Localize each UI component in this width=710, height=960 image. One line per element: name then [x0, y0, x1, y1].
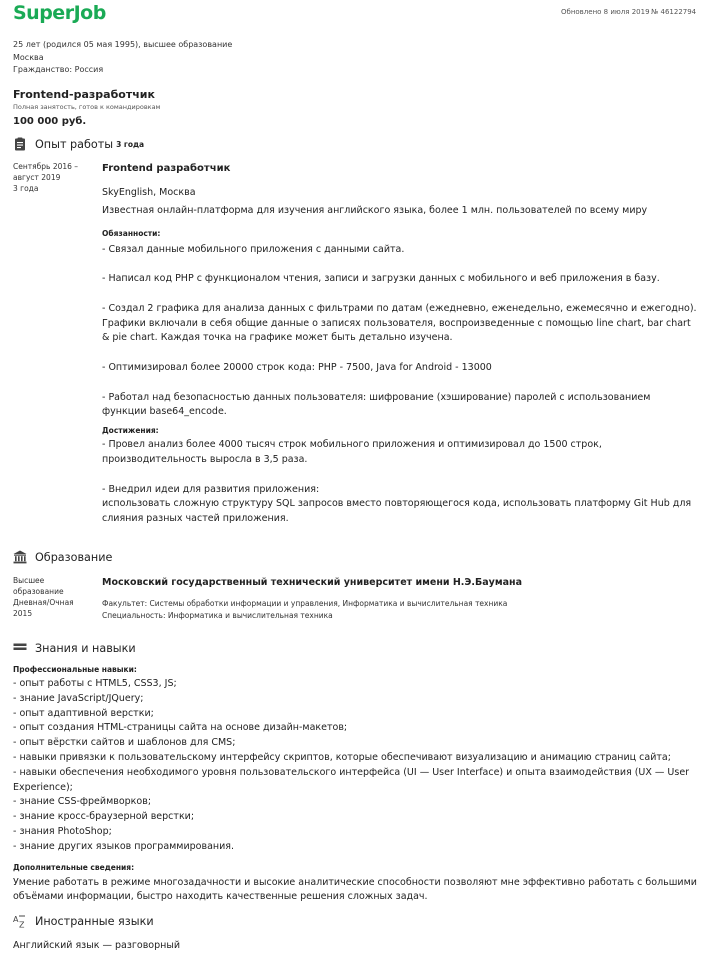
city: Москва: [13, 52, 44, 62]
list-icon: [13, 641, 27, 655]
superjob-logo[interactable]: SuperJob: [13, 2, 106, 24]
skill-item: - знание CSS-фреймворков;: [13, 796, 152, 808]
job-period: Сентябрь 2016 – август 2019: [13, 162, 79, 182]
achievement-item: - Провел анализ более 4000 тысяч строк мобильного приложения и оптимизировал до 1500 строк, производительность выросла в 3,5 раза.: [102, 439, 602, 465]
age-education: 25 лет (родился 05 мая 1995), высшее образование: [13, 40, 233, 49]
language-item: Английский язык — разговорный: [13, 940, 181, 951]
experience-title: Опыт работы: [35, 137, 114, 151]
svg-text:A: A: [13, 915, 19, 924]
achievements-label: Достижения:: [102, 426, 159, 436]
languages-title: Иностранные языки: [35, 914, 154, 928]
duty-item: - Написал код PHP с функционалом чтения, записи и загрузки данных с мобильного и веб приложения в базу.: [102, 273, 660, 285]
job-title: Frontend разработчик: [102, 163, 231, 174]
extra-info-text: Умение работать в режиме многозадачности и высокие аналитические способности позволяют мне эффективно работать с большими объёмами информации, быстро находить качественные решения сложных задач.: [13, 876, 697, 903]
duty-item: - Связал данные мобильного приложения с данными сайта.: [102, 243, 405, 255]
personal-info: [13, 39, 232, 77]
education-section-header: [13, 550, 112, 564]
clipboard-icon: [13, 137, 27, 151]
pro-skills-label: Профессиональные навыки:: [13, 665, 137, 674]
svg-text:Z: Z: [19, 920, 25, 928]
duties-list: [102, 243, 697, 421]
duty-item: - Оптимизировал более 20000 строк кода: PHP - 7500, Java for Android - 13000: [102, 361, 492, 373]
education-meta: [13, 575, 75, 619]
salary: 100 000 руб.: [13, 116, 87, 127]
skill-item: - опыт вёрстки сайтов и шаблонов для CMS;: [13, 737, 236, 749]
company-name: SkyEnglish, Москва: [102, 187, 196, 198]
skills-list: [13, 677, 703, 855]
skills-content: [13, 665, 703, 905]
skill-item: - знания PhotoShop;: [13, 825, 112, 837]
achievement-item: - Внедрил идеи для развития приложения:: [102, 483, 320, 495]
education-form: Дневная/Очная: [13, 598, 74, 607]
faculty: Факультет: Системы обработки информации и управления, Информатика и вычислительная техника: [102, 599, 508, 608]
languages-section-header: [13, 914, 154, 928]
employment-type: Полная занятость, готов к командировкам: [13, 103, 161, 111]
citizenship: Гражданство: Россия: [13, 65, 104, 74]
duty-item: - Работал над безопасностью данных пользователя: шифрование (хэширование) паролей с использованием функции base64_encode.: [102, 391, 651, 418]
skill-item: - опыт работы с HTML5, CSS3, JS;: [13, 678, 177, 689]
skill-item: - знание кросс-браузерной верстки;: [13, 811, 195, 823]
specialty: Специальность: Информатика и вычислительная техника: [102, 611, 333, 620]
university-name: Московский государственный технический университет имени Н.Э.Баумана: [102, 577, 522, 588]
education-level: Высшее образование: [13, 576, 64, 596]
job-details: [102, 163, 697, 527]
university-icon: [13, 550, 27, 564]
skills-title: Знания и навыки: [35, 641, 136, 655]
company-description: Известная онлайн-платформа для изучения английского языка, более 1 млн. пользователей по всему миру: [102, 204, 648, 216]
updated-date: Обновлено 8 июля 2019: [561, 8, 650, 16]
achievement-item: использовать сложную структуру SQL запросов вместо повторяющегося кода, использовать платформу Git Hub для слияния разных частей приложения.: [102, 498, 692, 525]
resume-number: № 46122794: [651, 8, 697, 16]
education-year: 2015: [13, 609, 33, 618]
skill-item: - знание других языков программирования.: [13, 840, 235, 852]
duties-label: Обязанности:: [102, 228, 161, 238]
education-title: Образование: [35, 550, 113, 564]
extra-info-label: Дополнительные сведения:: [13, 862, 135, 872]
skill-item: - опыт создания HTML-страницы сайта на основе дизайн-макетов;: [13, 722, 348, 734]
experience-total: 3 года: [116, 139, 145, 149]
job-period-block: [13, 161, 88, 194]
job-duration: 3 года: [13, 184, 39, 193]
position-title: Frontend-разработчик: [13, 88, 155, 101]
skill-item: - знание JavaScript/JQuery;: [13, 692, 144, 704]
skill-item: - навыки обеспечения необходимого уровня пользовательского интерфейса (UI — User Interface) и опыта взаимодействия (UX — User Experience);: [13, 766, 690, 793]
skills-section-header: [13, 641, 136, 655]
skill-item: - опыт адаптивной верстки;: [13, 707, 154, 719]
education-details: [102, 577, 697, 622]
experience-section-header: [13, 137, 144, 151]
achievements-list: [102, 438, 697, 527]
translate-icon: [13, 914, 27, 928]
skill-item: - навыки привязки к пользовательскому интерфейсу скриптов, которые обеспечивают визуализацию и анимацию страниц сайта;: [13, 751, 671, 763]
duty-item: - Создал 2 графика для анализа данных с фильтрами по датам (ежедневно, еженедельно, ежемесячно и ежегодно). Графики включали в себя общие данные о записях пользователя, воспроизведенные с помощью line chart, bar chart & pie chart. Каждая точка на графике может быть детально изучена.: [102, 302, 697, 344]
